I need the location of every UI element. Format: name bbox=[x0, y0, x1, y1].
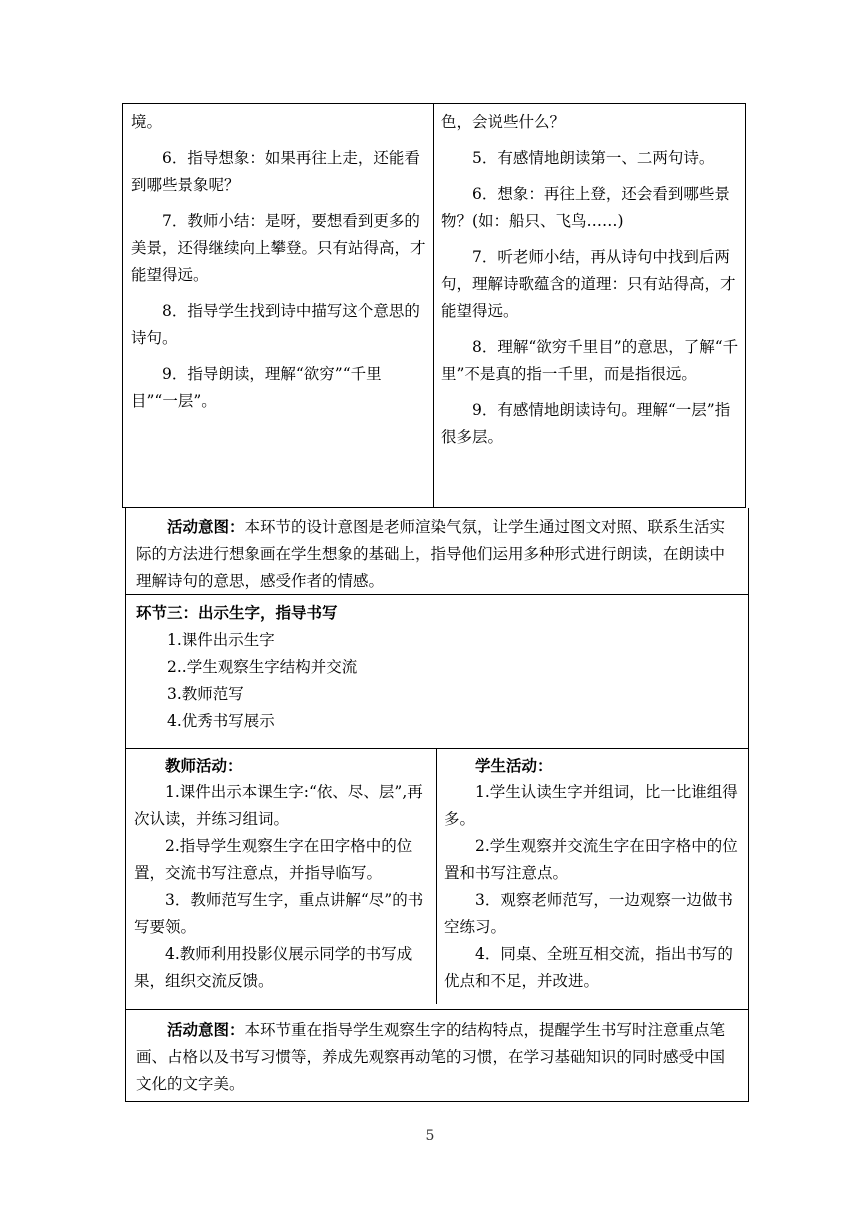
activity-intent-box bbox=[125, 508, 749, 595]
activity-intent-box bbox=[125, 1009, 749, 1102]
section-item: 4.优秀书写展示 bbox=[167, 712, 275, 730]
text-line: 4．同桌、全班互相交流，指出书写的优点和不足，并改进。 bbox=[444, 945, 733, 990]
text-line: 7．教师小结：是呀，要想看到更多的美景，还得继续向上攀登。只有站得高，才能望得远。 bbox=[131, 212, 426, 284]
text-line: 9．有感情地朗读诗句。理解“一层”指很多层。 bbox=[441, 401, 731, 446]
section-item: 2..学生观察生字结构并交流 bbox=[167, 658, 358, 676]
text-line: 1.学生认读生字并组词，比一比谁组得多。 bbox=[444, 783, 738, 828]
text-line: 5．有感情地朗读第一、二两句诗。 bbox=[472, 149, 715, 167]
activity-table-top bbox=[122, 103, 746, 508]
column-divider bbox=[436, 749, 437, 1004]
student-activity-cell bbox=[444, 752, 742, 995]
activity-table-bottom bbox=[125, 748, 749, 1010]
text-line: 8．理解“欲穷千里目”的意思，了解“千里”不是真的指一千里，而是指很远。 bbox=[441, 338, 739, 383]
section-item: 3.教师范写 bbox=[167, 685, 244, 703]
text-line: 9．指导朗读，理解“欲穷”“千里目”“一层”。 bbox=[131, 365, 382, 410]
activity-intent bbox=[136, 1016, 740, 1098]
text-line: 3．观察老师范写，一边观察一边做书空练习。 bbox=[444, 891, 733, 936]
teacher-activity-cell bbox=[131, 109, 427, 415]
text-line: 色，会说些什么？ bbox=[441, 113, 566, 131]
page-number: 5 bbox=[425, 1128, 435, 1144]
section-title: 环节三：出示生字，指导书写 bbox=[136, 603, 338, 622]
text-line: 2.学生观察并交流生字在田字格中的位置和书写注意点。 bbox=[444, 837, 738, 882]
text-line: 6．指导想象：如果再往上走，还能看到哪些景象呢？ bbox=[131, 149, 420, 194]
text-line: 4.教师利用投影仪展示同学的书写成果，组织交流反馈。 bbox=[134, 945, 413, 990]
intent-label: 活动意图： bbox=[167, 1020, 245, 1039]
activity-intent bbox=[136, 513, 740, 595]
text-line: 2.指导学生观察生字在田字格中的位置，交流书写注意点，并指导临写。 bbox=[134, 837, 413, 882]
section-item: 1.课件出示生字 bbox=[167, 631, 275, 649]
student-activity-header: 学生活动： bbox=[475, 756, 553, 775]
intent-text: 本环节重在指导学生观察生字的结构特点，提醒学生书写时注意重点笔画、占格以及书写习惯等，养成先观察再动笔的习惯，在学习基础知识的同时感受中国文化的文字美。 bbox=[136, 1021, 726, 1093]
teacher-activity-header: 教师活动： bbox=[165, 756, 243, 775]
text-line: 3．教师范写生字，重点讲解“尽”的书写要领。 bbox=[134, 891, 424, 936]
text-line: 境。 bbox=[131, 113, 163, 131]
column-divider bbox=[433, 104, 434, 507]
intent-label: 活动意图： bbox=[167, 517, 245, 536]
student-activity-cell bbox=[441, 109, 739, 451]
text-line: 8．指导学生找到诗中描写这个意思的诗句。 bbox=[131, 302, 420, 347]
section-box bbox=[125, 594, 749, 749]
text-line: 1.课件出示本课生字:“依、尽、层”,再次认读，并练习组词。 bbox=[134, 783, 423, 828]
intent-text: 本环节的设计意图是老师渲染气氛，让学生通过图文对照、联系生活实际的方法进行想象画在学生想象的基础上，指导他们运用多种形式进行朗读，在朗读中理解诗句的意思，感受作者的情感。 bbox=[136, 518, 726, 590]
teacher-activity-cell bbox=[134, 752, 430, 995]
text-line: 7．听老师小结，再从诗句中找到后两句，理解诗歌蕴含的道理：只有站得高，才能望得远。 bbox=[441, 248, 736, 320]
text-line: 6．想象：再往上登，还会看到哪些景物？(如：船只、飞鸟……) bbox=[441, 185, 730, 230]
